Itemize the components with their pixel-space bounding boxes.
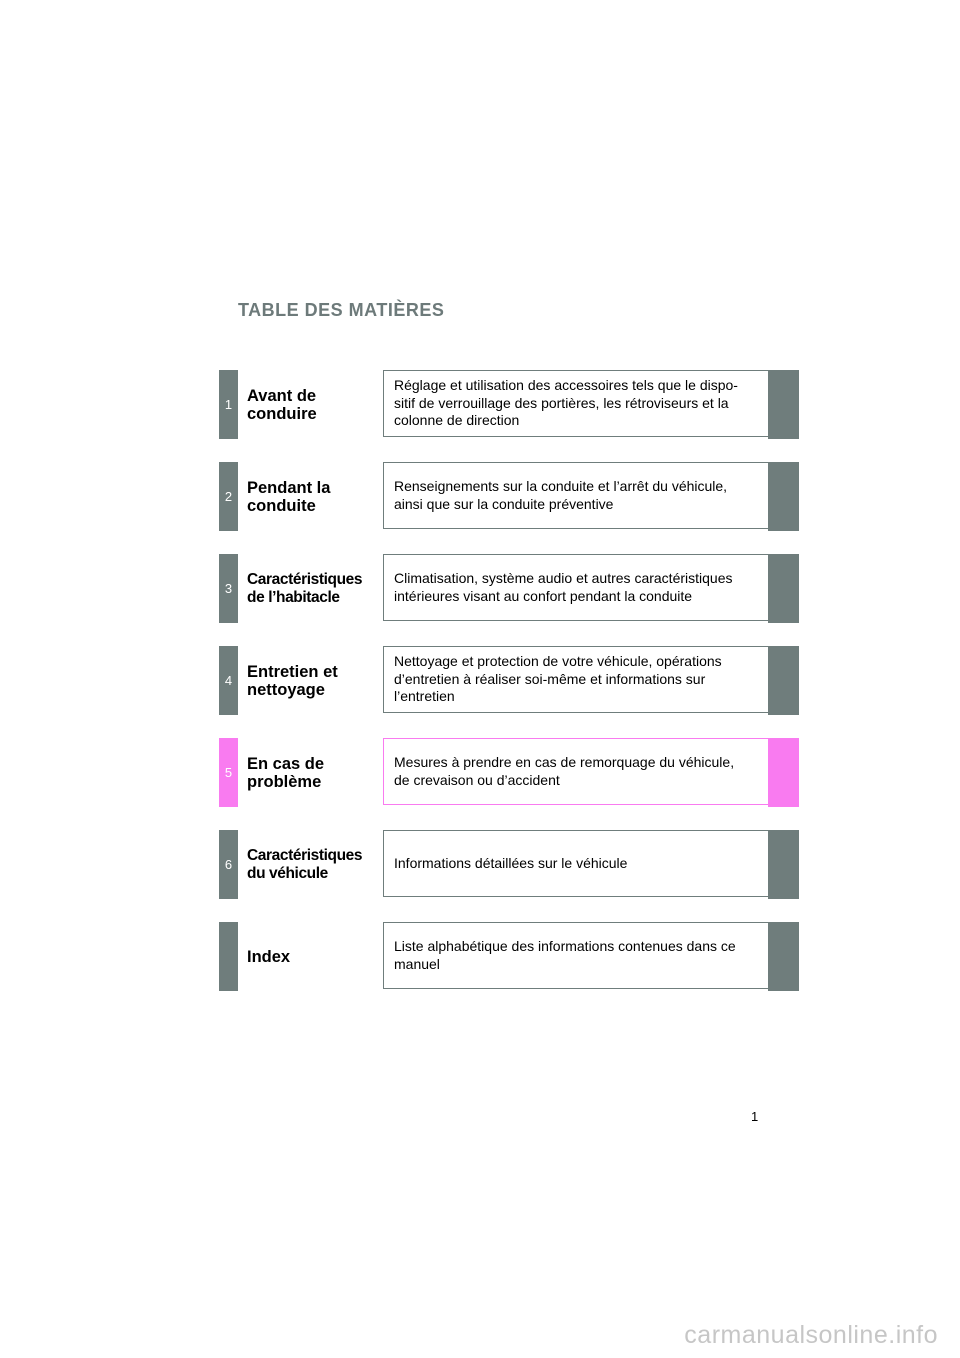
chapter-description-box <box>383 370 768 437</box>
chapter-end-block <box>768 646 799 715</box>
chapter-title: Caractéristiques du véhicule <box>247 846 363 882</box>
toc-row-chapter-6[interactable] <box>219 830 799 899</box>
chapter-title: Avant de conduire <box>247 386 317 423</box>
chapter-tab-index <box>219 922 238 991</box>
chapter-tab-4: 4 <box>219 646 238 715</box>
chapter-tab-3: 3 <box>219 554 238 623</box>
toc-row-chapter-5[interactable] <box>219 738 799 807</box>
watermark: carmanualsonline.info <box>684 1321 938 1349</box>
chapter-description-box <box>383 462 768 529</box>
table-of-contents <box>219 370 799 1014</box>
chapter-title: Index <box>247 947 291 966</box>
chapter-title: Entretien et nettoyage <box>247 662 338 699</box>
chapter-tab-6: 6 <box>219 830 238 899</box>
chapter-description: Réglage et utilisation des accessoires tels que le dispo- sitif de verrouillage des portières, les rétroviseurs et la colonne de direction <box>394 377 738 429</box>
chapter-title: En cas de problème <box>247 754 325 791</box>
chapter-description-box <box>383 738 768 805</box>
chapter-description: Nettoyage et protection de votre véhicule, opérations d’entretien à réaliser soi-même et informations sur l’entretien <box>394 653 722 705</box>
toc-row-chapter-2[interactable] <box>219 462 799 531</box>
chapter-end-block <box>768 462 799 531</box>
chapter-end-block <box>768 738 799 807</box>
chapter-end-block <box>768 554 799 623</box>
chapter-end-block <box>768 370 799 439</box>
toc-row-chapter-1[interactable] <box>219 370 799 439</box>
chapter-description: Climatisation, système audio et autres caractéristiques intérieures visant au confort pendant la conduite <box>394 570 733 604</box>
chapter-description: Mesures à prendre en cas de remorquage du véhicule, de crevaison ou d’accident <box>394 754 735 788</box>
page-number: 1 <box>751 1109 759 1124</box>
chapter-tab-1: 1 <box>219 370 238 439</box>
chapter-description-box <box>383 830 768 897</box>
page-title: TABLE DES MATIÈRES <box>238 300 445 320</box>
chapter-end-block <box>768 830 799 899</box>
toc-row-chapter-4[interactable] <box>219 646 799 715</box>
chapter-description: Liste alphabétique des informations contenues dans ce manuel <box>394 938 736 972</box>
toc-row-index[interactable] <box>219 922 799 991</box>
chapter-description-box <box>383 554 768 621</box>
chapter-tab-5: 5 <box>219 738 238 807</box>
toc-row-chapter-3[interactable] <box>219 554 799 623</box>
chapter-title: Caractéristiques de l’habitacle <box>247 570 363 606</box>
chapter-description-box <box>383 646 768 713</box>
chapter-description-box <box>383 922 768 989</box>
chapter-description: Informations détaillées sur le véhicule <box>394 854 628 871</box>
chapter-description: Renseignements sur la conduite et l’arrêt du véhicule, ainsi que sur la conduite préventive <box>394 478 728 512</box>
chapter-tab-2: 2 <box>219 462 238 531</box>
chapter-end-block <box>768 922 799 991</box>
chapter-title: Pendant la conduite <box>247 478 331 515</box>
